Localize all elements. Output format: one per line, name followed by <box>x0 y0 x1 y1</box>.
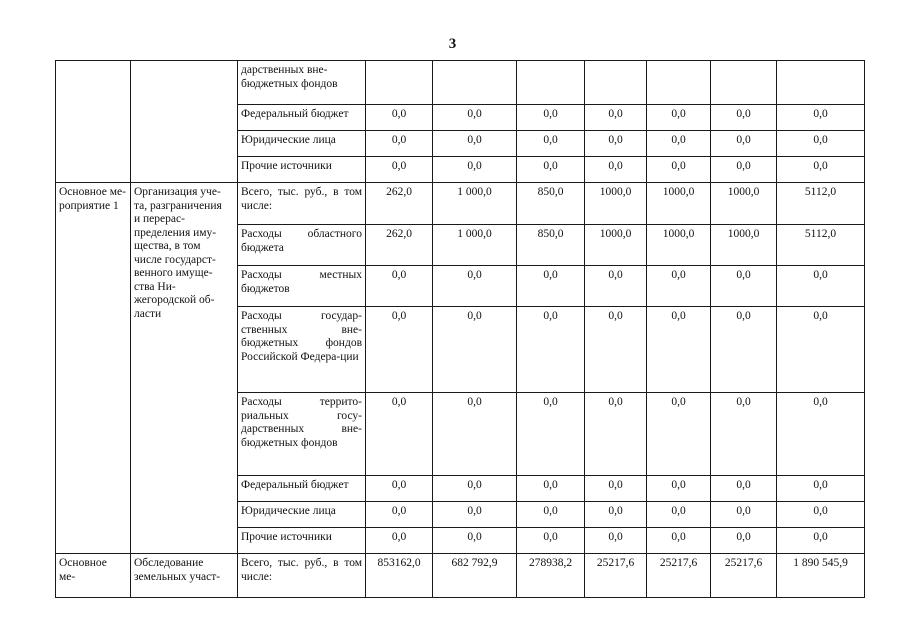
value-cell: 0,0 <box>433 105 517 131</box>
value-cell: 0,0 <box>517 157 585 183</box>
funding-source-cell: Расходы террито-риальных госу-дарственных вне-бюджетных фондов <box>238 393 366 476</box>
funding-source-cell: Юридические лица <box>238 502 366 528</box>
description-cell: Организация уче- та, разграничения и перерас- пределения иму- щества, в том числе государст- венного имуще- ства Ни- жегородской об- ласти <box>131 183 238 554</box>
value-cell: 0,0 <box>711 528 777 554</box>
measure-cell <box>56 61 131 183</box>
value-cell: 0,0 <box>433 157 517 183</box>
value-cell: 1000,0 <box>647 183 711 225</box>
value-cell: 0,0 <box>711 307 777 393</box>
value-cell: 0,0 <box>366 528 433 554</box>
value-cell: 0,0 <box>517 266 585 307</box>
value-cell: 1000,0 <box>585 225 647 266</box>
value-cell: 0,0 <box>366 393 433 476</box>
funding-source-cell: Прочие источники <box>238 157 366 183</box>
description-cell: Обследование земельных участ- <box>131 554 238 598</box>
value-cell: 0,0 <box>433 528 517 554</box>
value-cell: 0,0 <box>366 131 433 157</box>
value-cell: 0,0 <box>647 266 711 307</box>
value-cell: 0,0 <box>647 157 711 183</box>
table-row <box>56 554 865 598</box>
value-cell: 0,0 <box>711 476 777 502</box>
value-cell: 0,0 <box>585 131 647 157</box>
value-cell: 0,0 <box>585 502 647 528</box>
value-cell: 262,0 <box>366 183 433 225</box>
value-cell <box>517 61 585 105</box>
value-cell: 0,0 <box>433 266 517 307</box>
funding-source-cell: Всего, тыс. руб., в том числе: <box>238 554 366 598</box>
value-cell: 0,0 <box>647 393 711 476</box>
value-cell: 0,0 <box>777 266 865 307</box>
value-cell: 5112,0 <box>777 225 865 266</box>
value-cell: 0,0 <box>517 131 585 157</box>
page-number: 3 <box>448 36 457 52</box>
value-cell: 25217,6 <box>585 554 647 598</box>
value-cell: 1000,0 <box>647 225 711 266</box>
value-cell: 0,0 <box>647 307 711 393</box>
value-cell: 0,0 <box>517 393 585 476</box>
funding-source-cell: Юридические лица <box>238 131 366 157</box>
measure-cell: Основное ме- роприятие 1 <box>56 183 131 554</box>
value-cell: 0,0 <box>777 393 865 476</box>
value-cell: 0,0 <box>711 502 777 528</box>
value-cell: 0,0 <box>585 476 647 502</box>
value-cell: 5112,0 <box>777 183 865 225</box>
value-cell: 0,0 <box>585 393 647 476</box>
value-cell: 0,0 <box>777 157 865 183</box>
value-cell <box>711 61 777 105</box>
table-body <box>56 61 865 598</box>
value-cell: 0,0 <box>433 502 517 528</box>
value-cell: 682 792,9 <box>433 554 517 598</box>
value-cell: 262,0 <box>366 225 433 266</box>
value-cell: 0,0 <box>711 266 777 307</box>
value-cell: 0,0 <box>711 393 777 476</box>
funding-source-cell: Прочие источники <box>238 528 366 554</box>
value-cell: 1 890 545,9 <box>777 554 865 598</box>
value-cell: 0,0 <box>711 131 777 157</box>
value-cell: 0,0 <box>777 502 865 528</box>
value-cell: 850,0 <box>517 225 585 266</box>
value-cell: 0,0 <box>585 528 647 554</box>
value-cell: 1 000,0 <box>433 225 517 266</box>
value-cell: 0,0 <box>647 131 711 157</box>
budget-table <box>55 60 865 598</box>
value-cell: 0,0 <box>366 105 433 131</box>
table-row <box>56 61 865 105</box>
value-cell <box>585 61 647 105</box>
value-cell: 0,0 <box>647 476 711 502</box>
funding-source-cell: Расходы областного бюджета <box>238 225 366 266</box>
value-cell: 278938,2 <box>517 554 585 598</box>
value-cell: 0,0 <box>433 393 517 476</box>
funding-source-cell: дарственных вне- бюджетных фондов <box>238 61 366 105</box>
value-cell: 25217,6 <box>711 554 777 598</box>
value-cell: 0,0 <box>585 266 647 307</box>
funding-source-cell: Расходы местных бюджетов <box>238 266 366 307</box>
measure-cell: Основное ме- <box>56 554 131 598</box>
funding-source-cell: Федеральный бюджет <box>238 105 366 131</box>
value-cell <box>777 61 865 105</box>
value-cell: 0,0 <box>517 307 585 393</box>
value-cell: 0,0 <box>366 266 433 307</box>
value-cell <box>433 61 517 105</box>
value-cell: 853162,0 <box>366 554 433 598</box>
value-cell: 0,0 <box>647 502 711 528</box>
value-cell: 0,0 <box>585 105 647 131</box>
table-row <box>56 183 865 225</box>
value-cell: 0,0 <box>433 131 517 157</box>
value-cell: 0,0 <box>777 307 865 393</box>
value-cell: 0,0 <box>517 476 585 502</box>
value-cell: 0,0 <box>647 528 711 554</box>
value-cell: 1 000,0 <box>433 183 517 225</box>
value-cell: 1000,0 <box>711 225 777 266</box>
value-cell <box>647 61 711 105</box>
value-cell: 850,0 <box>517 183 585 225</box>
value-cell: 25217,6 <box>647 554 711 598</box>
description-cell <box>131 61 238 183</box>
value-cell: 0,0 <box>366 476 433 502</box>
value-cell: 0,0 <box>366 307 433 393</box>
value-cell: 0,0 <box>585 157 647 183</box>
value-cell: 0,0 <box>433 307 517 393</box>
value-cell: 0,0 <box>777 105 865 131</box>
funding-source-cell: Расходы государ-ственных вне-бюджетных фондов Российской Федера-ции <box>238 307 366 393</box>
value-cell: 0,0 <box>366 157 433 183</box>
value-cell: 1000,0 <box>711 183 777 225</box>
funding-source-cell: Всего, тыс. руб., в том числе: <box>238 183 366 225</box>
value-cell: 0,0 <box>517 502 585 528</box>
value-cell: 0,0 <box>777 131 865 157</box>
value-cell <box>366 61 433 105</box>
value-cell: 0,0 <box>585 307 647 393</box>
value-cell: 0,0 <box>433 476 517 502</box>
funding-source-cell: Федеральный бюджет <box>238 476 366 502</box>
value-cell: 0,0 <box>366 502 433 528</box>
value-cell: 0,0 <box>777 528 865 554</box>
value-cell: 0,0 <box>711 157 777 183</box>
value-cell: 0,0 <box>517 105 585 131</box>
value-cell: 0,0 <box>517 528 585 554</box>
value-cell: 1000,0 <box>585 183 647 225</box>
value-cell: 0,0 <box>711 105 777 131</box>
value-cell: 0,0 <box>647 105 711 131</box>
value-cell: 0,0 <box>777 476 865 502</box>
